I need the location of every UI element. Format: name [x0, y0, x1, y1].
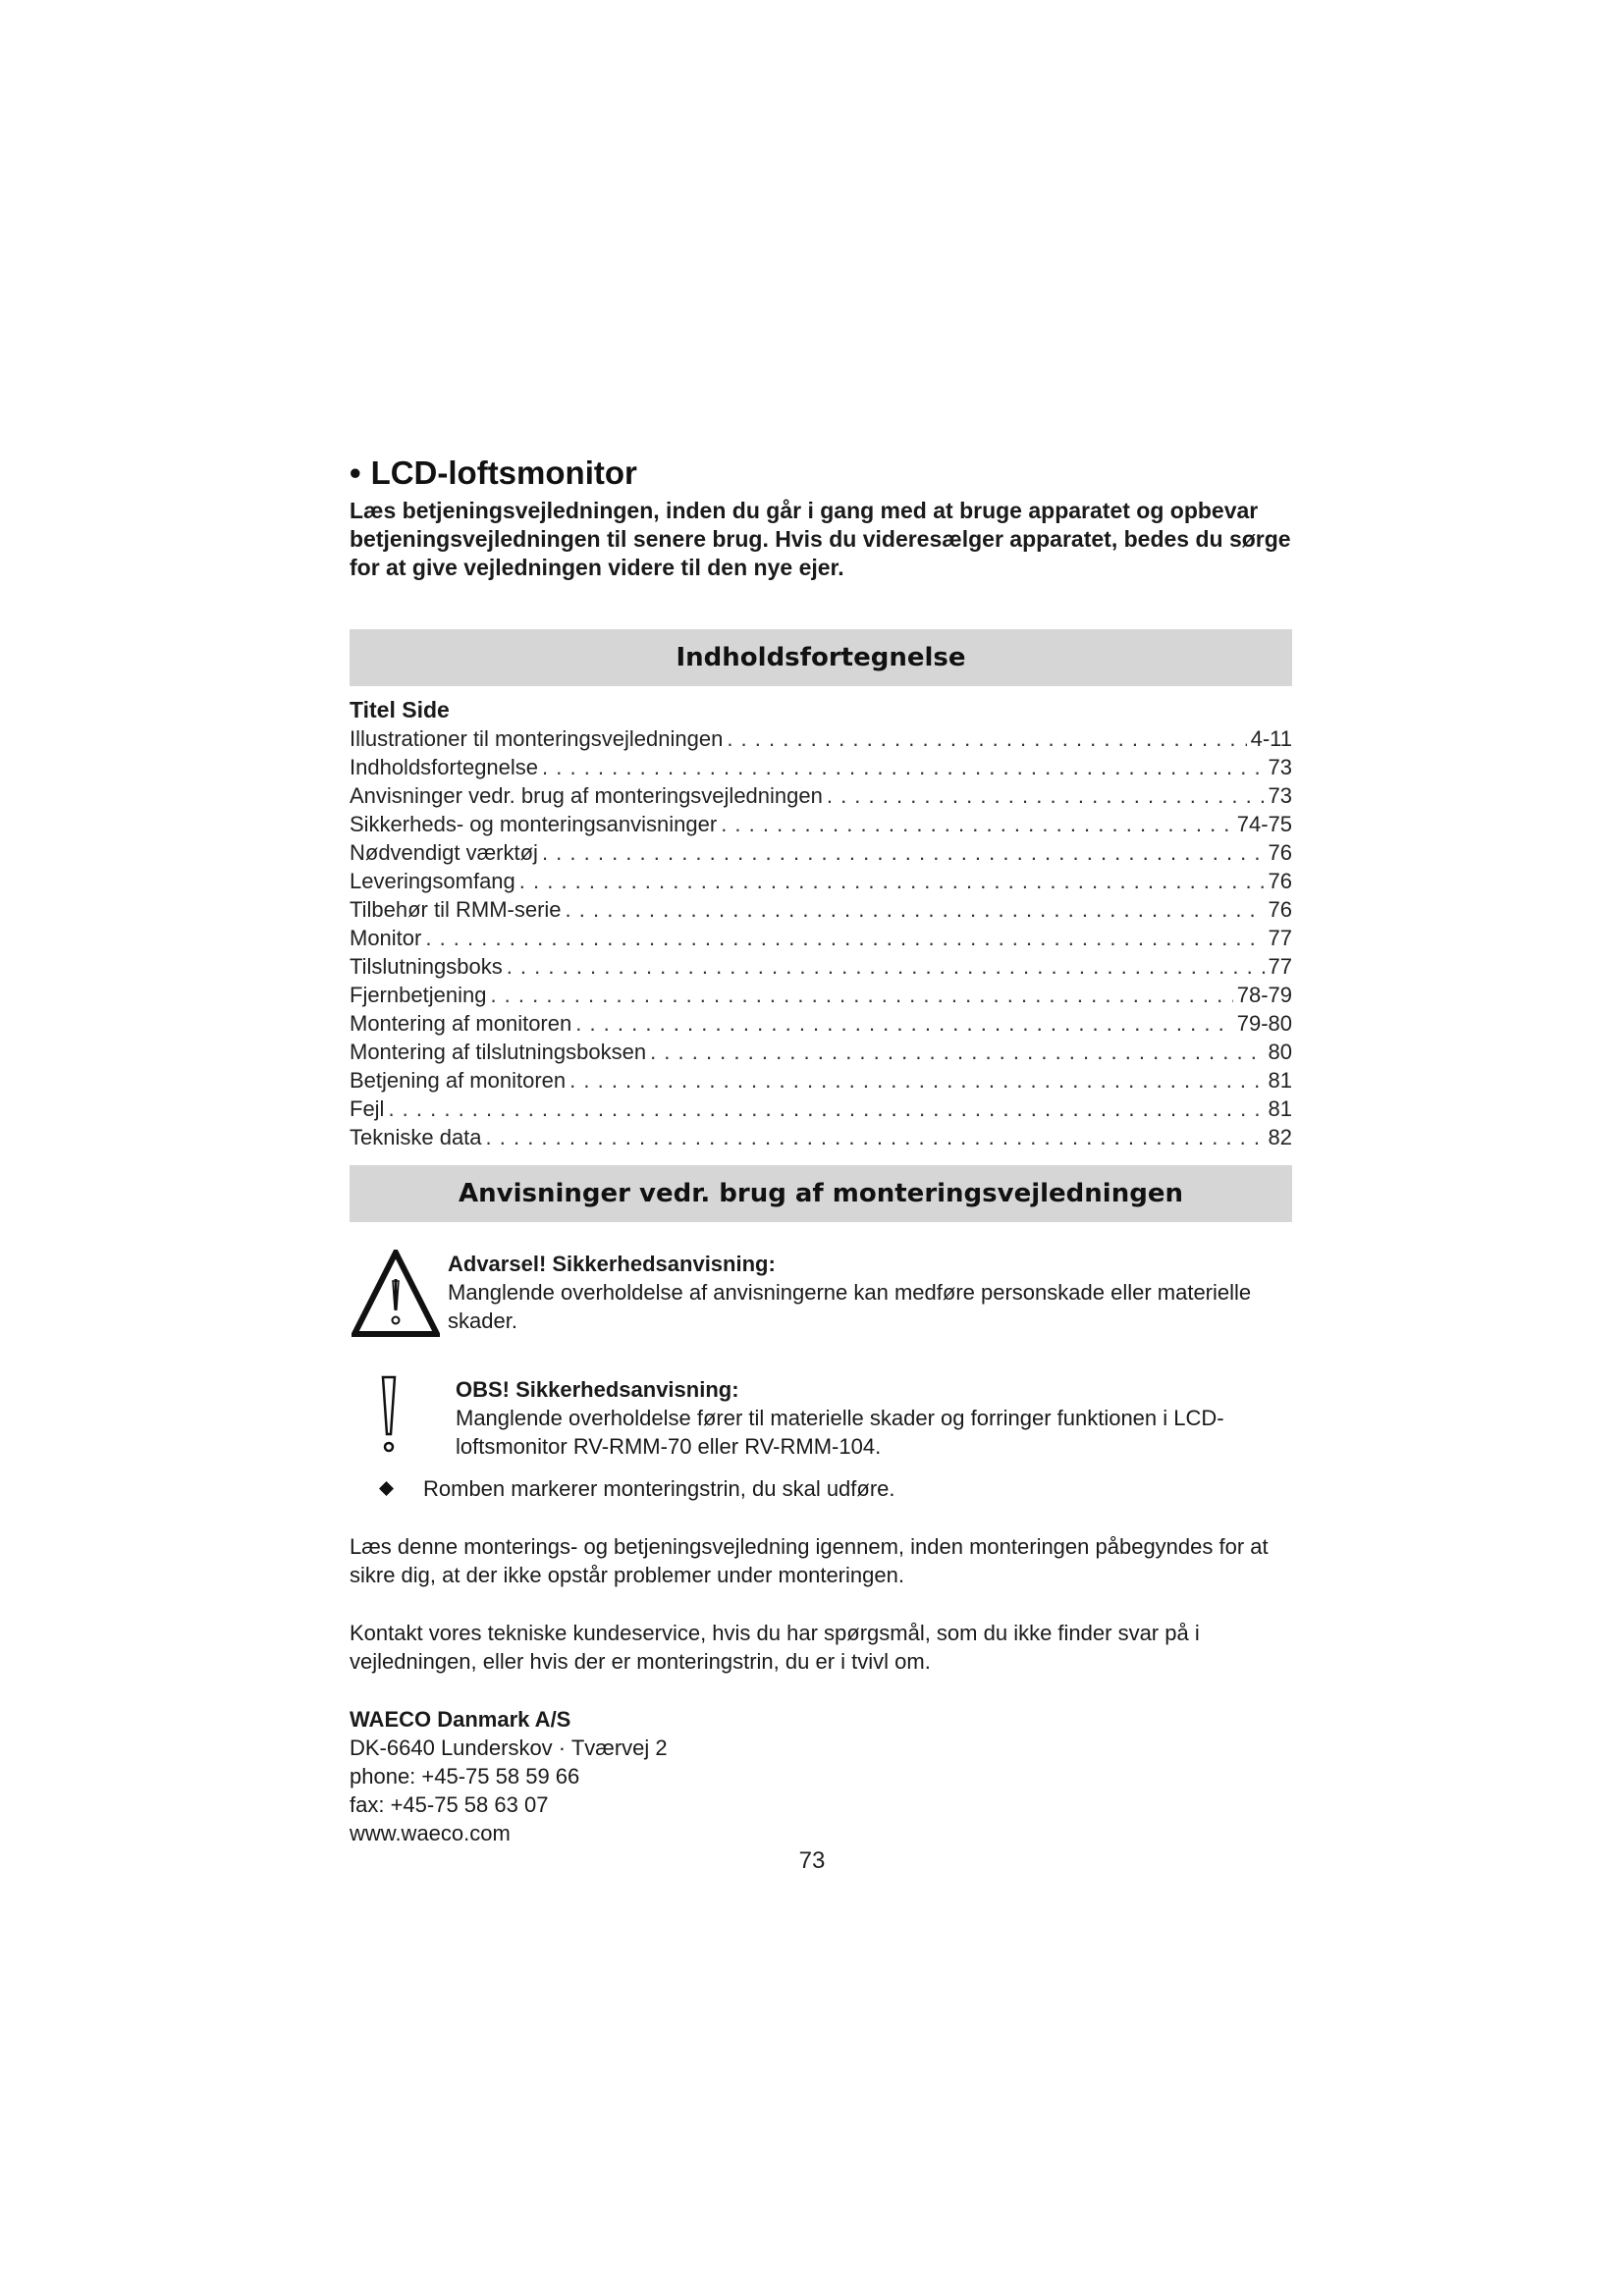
toc-leader-dots — [721, 810, 1233, 838]
title-text: LCD-loftsmonitor — [370, 454, 637, 491]
toc-entry-page: 76 — [1268, 869, 1292, 893]
toc-entry-title: Montering af tilslutningsboksen — [350, 1040, 647, 1064]
company-address: DK-6640 Lunderskov · Tværvej 2 — [350, 1735, 668, 1760]
toc-entry-title: Indholdsfortegnelse — [350, 755, 539, 779]
toc-entry-page: 73 — [1268, 755, 1292, 779]
company-fax: fax: +45-75 58 63 07 — [350, 1792, 549, 1817]
toc-entry-title: Anvisninger vedr. brug af monteringsvejledningen — [350, 783, 823, 808]
toc-entry — [350, 1066, 1292, 1095]
company-phone: phone: +45-75 58 59 66 — [350, 1764, 580, 1789]
toc-entry-page: 79-80 — [1236, 1011, 1292, 1036]
toc-entry-page: 82 — [1268, 1125, 1292, 1149]
toc-leader-dots — [507, 952, 1265, 981]
instructions-heading-bar — [350, 1165, 1292, 1222]
toc-entry — [350, 952, 1292, 981]
title-bullet: • — [350, 454, 361, 491]
page-title — [350, 454, 1292, 493]
step-note — [350, 1474, 1292, 1503]
toc-list — [350, 724, 1292, 1151]
toc-entry-title: Montering af monitoren — [350, 1011, 572, 1036]
toc-entry — [350, 1038, 1292, 1066]
toc-entry — [350, 1009, 1292, 1038]
toc-entry-page: 76 — [1268, 840, 1292, 865]
toc-entry-title: Fejl — [350, 1096, 385, 1121]
toc-entry — [350, 924, 1292, 952]
toc-leader-dots — [827, 781, 1265, 810]
caution-text: Manglende overholdelse fører til materielle skader og forringer funktionen i LCD-loftsmonitor RV-RMM-70 eller RV-RMM-104. — [456, 1406, 1224, 1459]
toc-entry-title: Leveringsomfang — [350, 869, 515, 893]
toc-entry — [350, 895, 1292, 924]
toc-entry-title: Sikkerheds- og monteringsanvisninger — [350, 812, 718, 836]
toc-leader-dots — [425, 924, 1264, 952]
warning-text: Manglende overholdelse af anvisningerne kan medføre personskade eller materielle skader. — [448, 1280, 1252, 1333]
toc-leader-dots — [388, 1095, 1264, 1123]
toc-entry — [350, 810, 1292, 838]
toc-column-header: Titel Side — [350, 697, 450, 722]
toc-entry — [350, 753, 1292, 781]
toc-leader-dots — [486, 1123, 1265, 1151]
toc-entry-page: 4-11 — [1250, 726, 1292, 751]
toc-entry — [350, 981, 1292, 1009]
diamond-icon — [379, 1481, 394, 1496]
toc-entry-page: 81 — [1268, 1068, 1292, 1093]
caution-label: OBS! Sikkerhedsanvisning: — [456, 1377, 739, 1402]
toc-entry-title: Monitor — [350, 926, 422, 950]
step-text: Romben markerer monteringstrin, du skal udføre. — [423, 1476, 895, 1501]
toc-entry-title: Fjernbetjening — [350, 983, 487, 1007]
toc-entry — [350, 867, 1292, 895]
toc-heading: Indholdsfortegnelse — [676, 643, 966, 672]
instructions-heading: Anvisninger vedr. brug af monteringsvejledningen — [459, 1179, 1183, 1208]
toc-leader-dots — [542, 838, 1265, 867]
toc-entry-page: 74-75 — [1236, 812, 1292, 836]
instructions-paragraph-1: Læs denne monterings- og betjeningsvejledning igennem, inden monteringen påbegyndes for at sikre dig, at der ikke opstår problemer under monteringen. — [350, 1534, 1269, 1587]
toc-leader-dots — [575, 1009, 1232, 1038]
intro-paragraph: Læs betjeningsvejledningen, inden du går i gang med at bruge apparatet og opbevar betjeningsvejledningen til senere brug. Hvis du videresælger apparatet, bedes du sørge for at give vejledningen videre til den nye ejer. — [350, 498, 1291, 580]
toc-leader-dots — [569, 1066, 1264, 1095]
toc-entry-title: Nødvendigt værktøj — [350, 840, 538, 865]
warning-label: Advarsel! Sikkerhedsanvisning: — [448, 1252, 776, 1276]
toc-entry-page: 73 — [1268, 783, 1292, 808]
toc-heading-bar — [350, 629, 1292, 686]
toc-entry — [350, 838, 1292, 867]
exclamation-icon — [379, 1375, 399, 1456]
toc-entry-title: Betjening af monitoren — [350, 1068, 567, 1093]
toc-entry — [350, 1123, 1292, 1151]
contact-block — [350, 1705, 1292, 1847]
toc-entry-page: 78-79 — [1236, 983, 1292, 1007]
manual-page — [350, 454, 1292, 1847]
toc-entry — [350, 1095, 1292, 1123]
company-name: WAECO Danmark A/S — [350, 1707, 571, 1732]
company-website: www.waeco.com — [350, 1821, 511, 1845]
caution-note — [350, 1375, 1292, 1461]
toc-entry-title: Illustrationer til monteringsvejledningen — [350, 726, 724, 751]
toc-leader-dots — [519, 867, 1265, 895]
toc-entry-title: Tekniske data — [350, 1125, 482, 1149]
warning-triangle-icon — [352, 1250, 440, 1338]
toc-entry — [350, 781, 1292, 810]
toc-entry-page: 81 — [1268, 1096, 1292, 1121]
toc-leader-dots — [650, 1038, 1264, 1066]
toc-entry-page: 76 — [1268, 897, 1292, 922]
toc-entry — [350, 724, 1292, 753]
toc-entry-page: 77 — [1268, 926, 1292, 950]
warning-note — [350, 1250, 1292, 1338]
toc-leader-dots — [566, 895, 1265, 924]
toc-entry-title: Tilbehør til RMM-serie — [350, 897, 562, 922]
toc-leader-dots — [727, 724, 1246, 753]
instructions-paragraph-2: Kontakt vores tekniske kundeservice, hvis du har spørgsmål, som du ikke finder svar på i vejledningen, eller hvis der er monteringstrin, du er i tvivl om. — [350, 1621, 1200, 1674]
page-number: 73 — [798, 1847, 826, 1874]
toc-entry-page: 77 — [1268, 954, 1292, 979]
toc-leader-dots — [490, 981, 1232, 1009]
toc-entry-title: Tilslutningsboks — [350, 954, 503, 979]
toc-leader-dots — [542, 753, 1264, 781]
toc-entry-page: 80 — [1268, 1040, 1292, 1064]
